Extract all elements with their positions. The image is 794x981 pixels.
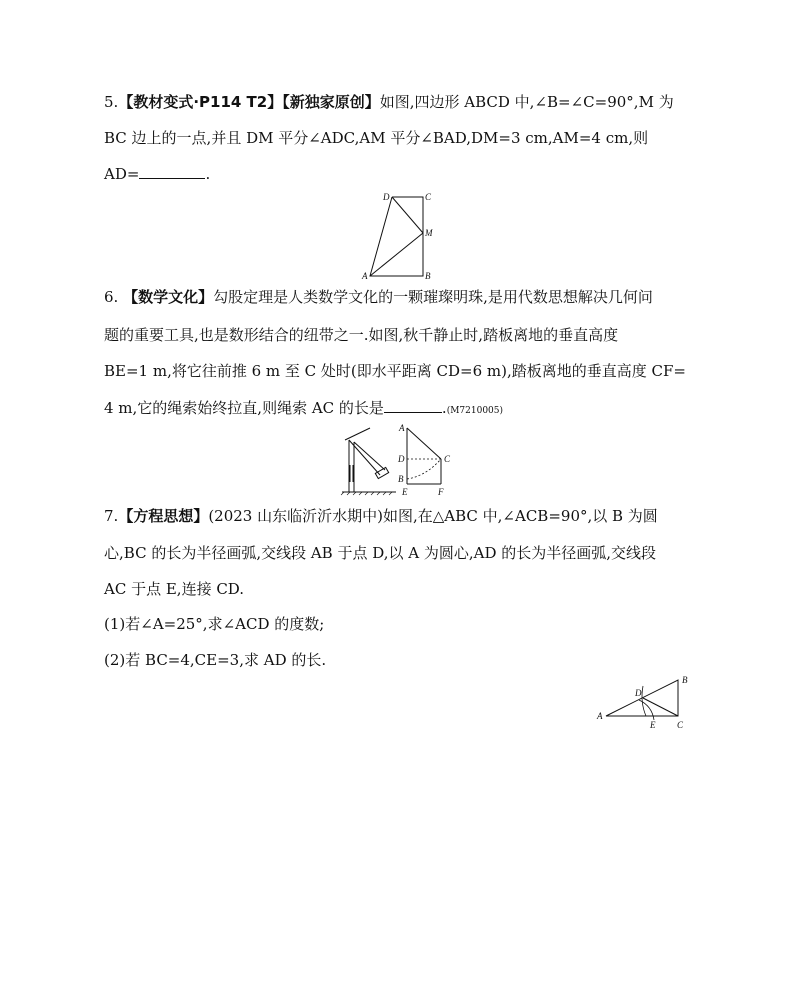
q6-label-e: E — [402, 487, 408, 497]
q7-figure-triangle — [594, 672, 698, 732]
q7-label-d: D — [635, 688, 642, 698]
q5-line-2: BC 边上的一点,并且 DM 平分∠ADC,AM 平分∠BAD,DM=3 cm,AM=4 cm,则 — [104, 129, 649, 147]
q5-tag-original: 【新独家原创】 — [282, 93, 380, 111]
q6-line-3: BE=1 m,将它往前推 6 m 至 C 处时(即水平距离 CD=6 m),踏板离地的垂直高度 CF= — [104, 362, 686, 380]
q7-tag-equation: 【方程思想】 — [118, 507, 209, 525]
q6-label-f: F — [438, 487, 444, 497]
q5-answer-blank[interactable] — [139, 164, 205, 179]
q6-label-b: B — [398, 474, 404, 484]
q6-number: 6. — [104, 288, 119, 306]
q6-line-4 — [104, 398, 503, 421]
q5-text-3-end: . — [205, 165, 211, 183]
q7-label-a: A — [597, 711, 603, 721]
q6-label-a: A — [399, 423, 405, 433]
q7-label-e: E — [650, 720, 656, 730]
q6-figure-swing-diagram — [396, 422, 458, 498]
q5-label-c: C — [425, 192, 432, 202]
q6-text-4-end: . — [441, 399, 447, 417]
q5-figure-quadrilateral — [360, 190, 440, 280]
q5-label-b: B — [425, 271, 431, 281]
q5-number: 5. — [104, 93, 119, 111]
q6-answer-blank[interactable] — [384, 398, 442, 413]
q6-code: (M7210005) — [446, 406, 504, 416]
q6-text-1: 勾股定理是人类数学文化的一颗璀璨明珠,是用代数思想解决几何问 — [213, 288, 653, 306]
q5-text-1: 如图,四边形 ABCD 中,∠B=∠C=90°,M 为 — [379, 93, 674, 111]
q6-line-2: 题的重要工具,也是数形结合的纽带之一.如图,秋千静止时,踏板离地的垂直高度 — [104, 326, 619, 344]
q7-line-3: AC 于点 E,连接 CD. — [104, 580, 245, 598]
q7-number: 7. — [104, 507, 119, 525]
q5-line-3 — [104, 164, 210, 184]
q5-tag-textbook: 【教材变式·P114 T2】 — [118, 93, 283, 111]
q5-label-d: D — [383, 192, 390, 202]
q6-tag-culture: 【数学文化】 — [123, 288, 214, 306]
q5-label-m: M — [425, 228, 433, 238]
q7-label-b: B — [682, 675, 688, 685]
q6-label-d: D — [398, 454, 405, 464]
q7-line-2: 心,BC 的长为半径画弧,交线段 AB 于点 D,以 A 为圆心,AD 的长为半径画弧,交线段 — [104, 544, 657, 562]
q6-label-c: C — [444, 454, 451, 464]
q5-text-3: AD= — [104, 165, 140, 183]
q7-subquestion-2: (2)若 BC=4,CE=3,求 AD 的长. — [104, 651, 327, 669]
q7-line-1 — [104, 506, 658, 526]
q5-label-a: A — [362, 271, 368, 281]
q7-label-c: C — [677, 720, 684, 730]
q7-text-1: (2023 山东临沂沂水期中)如图,在△ABC 中,∠ACB=90°,以 B 为圆 — [208, 507, 658, 525]
q6-text-4: 4 m,它的绳索始终拉直,则绳索 AC 的长是 — [104, 399, 384, 417]
q5-line-1 — [104, 92, 674, 112]
q6-line-1 — [104, 287, 653, 307]
q6-figure-swing-illustration — [340, 420, 400, 496]
q7-subquestion-1: (1)若∠A=25°,求∠ACD 的度数; — [104, 615, 325, 633]
